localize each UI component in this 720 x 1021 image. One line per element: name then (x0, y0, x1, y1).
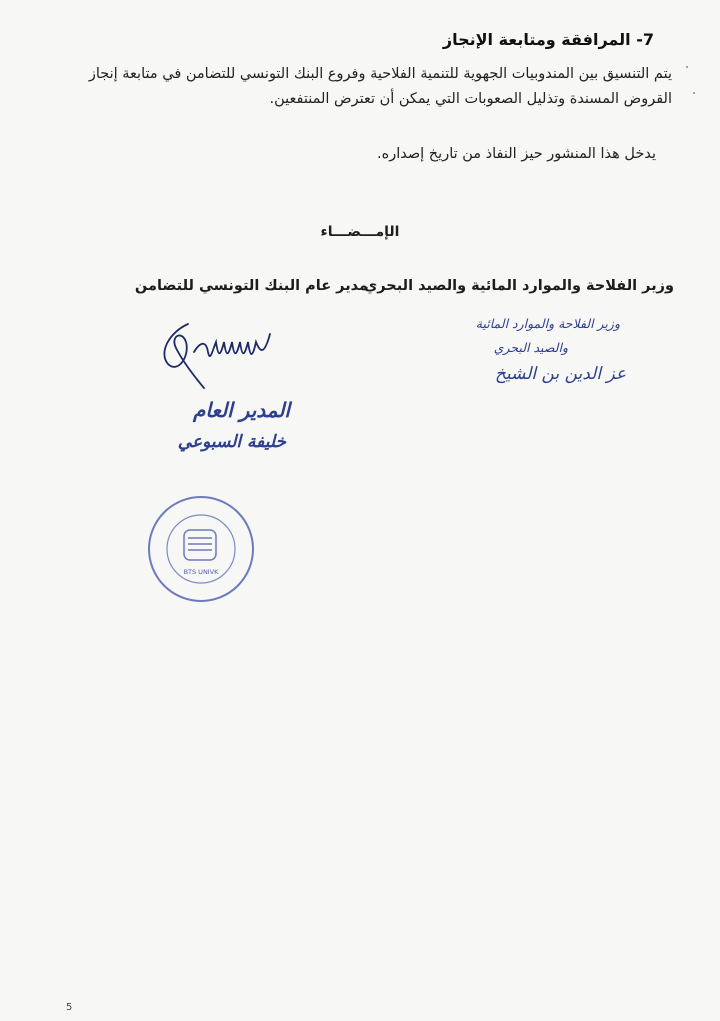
director-stamp-title: المدير العام (192, 398, 290, 422)
scan-speck (686, 66, 688, 68)
paragraph-effective-date: يدخل هذا المنشور حيز النفاذ من تاريخ إصداره. (377, 146, 656, 162)
director-signature (150, 312, 280, 392)
minister-handwritten-subtitle: والصيد البحري (493, 340, 568, 355)
director-stamp-name: خليفة السبوعي (177, 432, 286, 452)
seal-logo-text: BTS UNIVK (183, 568, 219, 576)
scan-speck (693, 92, 695, 94)
section-title: 7- المرافقة ومتابعة الإنجاز (442, 30, 654, 49)
bank-director-title: مدير عام البنك التونسي للتضامن (134, 278, 368, 294)
minister-title: وزير الفلاحة والموارد المائية والصيد البحري (363, 278, 674, 294)
paragraph-line-2: القروض المسندة وتذليل الصعوبات التي يمكن أن تعترض المنتفعين. (269, 91, 672, 107)
page-number: 5 (66, 1002, 73, 1013)
bank-seal-icon (146, 494, 256, 604)
paragraph-coordination (32, 62, 672, 112)
paragraph-line-1: يتم التنسيق بين المندوبيات الجهوية للتنمية الفلاحية وفروع البنك التونسي للتضامن في متابعة إنجاز (88, 66, 672, 82)
signatures-heading: الإمـــضـــاء (320, 224, 400, 240)
minister-handwritten-title: وزير الفلاحة والموارد المائية (475, 316, 620, 331)
minister-handwritten-name: عز الدين بن الشيخ (494, 364, 626, 384)
